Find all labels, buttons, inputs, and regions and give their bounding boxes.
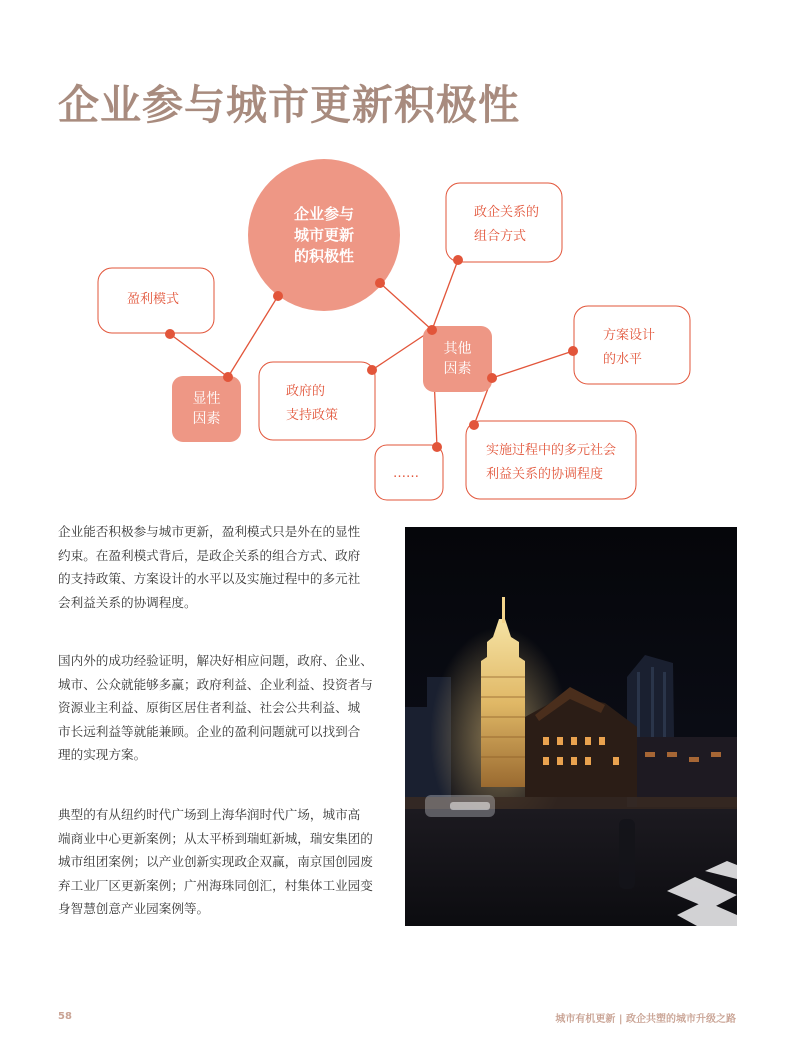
running-title: 城市有机更新 | 政企共塑的城市升级之路 <box>555 1014 736 1025</box>
connector-line <box>432 260 458 330</box>
connector-line <box>170 334 228 377</box>
page-title: 企业参与城市更新积极性 <box>58 81 520 129</box>
night-street-illustration <box>405 527 737 926</box>
body-paragraph-1: 企业能否积极参与城市更新，盈利模式只是外在的显性 约束。在盈利模式背后，是政企关系的组合方式、政府 的支持政策、方案设计的水平以及实施过程中的多元社 会利益关系的协调程度。 <box>58 524 361 610</box>
connector-line <box>380 283 432 330</box>
connector-dot <box>367 365 377 375</box>
connector-line <box>492 351 573 378</box>
connector-dot <box>427 325 437 335</box>
connector-dot <box>453 255 463 265</box>
body-paragraph-2: 国内外的成功经验证明，解决好相应问题，政府、企业、 城市、公众就能够多赢；政府利益、企业利益、投资者与 资源业主利益、原街区居住者利益、社会公共利益、城 市长远利益等就能兼顾。企业的盈利问题就可以找到合 理的实现方案。 <box>58 653 373 762</box>
body-paragraph-3: 典型的有从纽约时代广场到上海华润时代广场，城市高 端商业中心更新案例；从太平桥到瑞虹新城，瑞安集团的 城市组团案例；以产业创新实现政企双赢，南京国创园废 弃工业厂区更新案例；广州海珠同创汇，村集体工业园变 身智慧创意产业园案例等。 <box>58 807 373 916</box>
stakeholder-label: 实施过程中的多元社会 利益关系的协调程度 <box>486 443 617 482</box>
connector-dot <box>273 291 283 301</box>
plan-design-label: 方案设计 的水平 <box>603 328 656 367</box>
gov-policy-label: 政府的 支持政策 <box>286 384 339 423</box>
connector-dot <box>223 372 233 382</box>
connector-dot <box>375 278 385 288</box>
ellipsis-label: …… <box>393 466 419 481</box>
factor-diagram <box>0 0 793 520</box>
profit-model-label: 盈利模式 <box>127 292 180 307</box>
other-factor-label: 其他 因素 <box>443 341 472 377</box>
connector-dot <box>165 329 175 339</box>
page-number: 58 <box>58 1011 72 1022</box>
night-city-photo <box>405 527 737 926</box>
connector-dot <box>469 420 479 430</box>
connector-dot <box>432 442 442 452</box>
explicit-factor-label: 显性 因素 <box>192 391 221 427</box>
center-bubble-label: 企业参与 城市更新 的积极性 <box>293 205 354 265</box>
connector-dot <box>568 346 578 356</box>
gov-enterprise-label: 政企关系的 组合方式 <box>474 205 540 244</box>
